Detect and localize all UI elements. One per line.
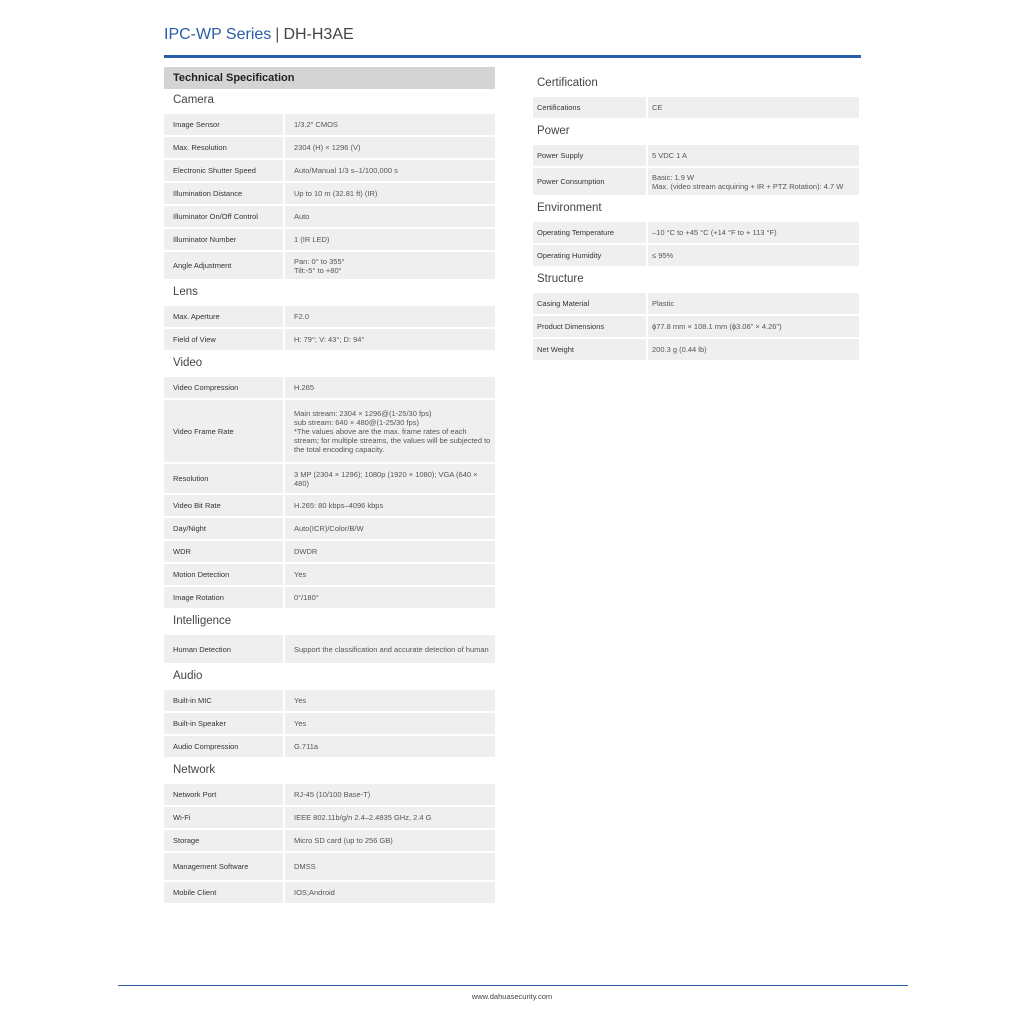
spec-label: Product Dimensions xyxy=(533,316,648,337)
spec-value: 0°/180° xyxy=(285,587,495,608)
spec-value: Basic: 1.9 W Max. (video stream acquiring + IR + PTZ Rotation): 4.7 W xyxy=(648,168,859,195)
spec-row xyxy=(164,400,495,462)
spec-row xyxy=(164,229,495,250)
spec-row xyxy=(533,222,859,243)
spec-value: Plastic xyxy=(648,293,859,314)
spec-label: Wi-Fi xyxy=(164,807,285,828)
spec-row xyxy=(164,306,495,327)
spec-row xyxy=(164,495,495,516)
spec-label: Storage xyxy=(164,830,285,851)
spec-label: Certifications xyxy=(533,97,648,118)
spec-row xyxy=(164,541,495,562)
spec-row xyxy=(164,807,495,828)
spec-value: IEEE 802.11b/g/n 2.4–2.4835 GHz, 2.4 G xyxy=(285,807,495,828)
spec-table-environment xyxy=(533,220,859,268)
spec-label: Power Consumption xyxy=(533,168,648,195)
section-title-structure: Structure xyxy=(537,273,584,285)
spec-table-network xyxy=(164,782,495,905)
footer-rule xyxy=(118,985,908,986)
section-title-lens: Lens xyxy=(173,286,198,298)
spec-value: RJ-45 (10/100 Base-T) xyxy=(285,784,495,805)
spec-label: Video Bit Rate xyxy=(164,495,285,516)
section-title-certification: Certification xyxy=(537,77,598,89)
spec-value: 1 (IR LED) xyxy=(285,229,495,250)
spec-row xyxy=(533,316,859,337)
spec-row xyxy=(164,252,495,279)
spec-value: 1/3.2" CMOS xyxy=(285,114,495,135)
spec-value: 200.3 g (0.44 lb) xyxy=(648,339,859,360)
spec-row xyxy=(164,736,495,757)
spec-value: F2.0 xyxy=(285,306,495,327)
header-rule xyxy=(164,55,861,58)
spec-label: Illuminator On/Off Control xyxy=(164,206,285,227)
spec-label: Built-in Speaker xyxy=(164,713,285,734)
spec-label: Net Weight xyxy=(533,339,648,360)
spec-row xyxy=(533,339,859,360)
section-title-intelligence: Intelligence xyxy=(173,615,232,627)
left-column xyxy=(164,67,495,905)
spec-label: Angle Adjustment xyxy=(164,252,285,279)
spec-table-certification xyxy=(533,95,859,120)
section-title-video: Video xyxy=(173,357,203,369)
spec-row xyxy=(164,635,495,663)
spec-banner: Technical Specification xyxy=(164,67,495,89)
spec-label: Day/Night xyxy=(164,518,285,539)
spec-row xyxy=(164,206,495,227)
spec-label: Video Compression xyxy=(164,377,285,398)
section-title-network: Network xyxy=(173,764,216,776)
spec-label: Motion Detection xyxy=(164,564,285,585)
spec-value: G.711a xyxy=(285,736,495,757)
spec-row xyxy=(164,183,495,204)
spec-value: ϕ77.8 mm × 108.1 mm (ϕ3.06" × 4.26") xyxy=(648,316,859,337)
spec-row xyxy=(164,137,495,158)
spec-value: CE xyxy=(648,97,859,118)
spec-row xyxy=(164,564,495,585)
spec-row xyxy=(164,784,495,805)
spec-label: Max. Resolution xyxy=(164,137,285,158)
spec-row xyxy=(533,293,859,314)
spec-table-structure xyxy=(533,291,859,362)
spec-value: H.265: 80 kbps–4096 kbps xyxy=(285,495,495,516)
spec-value: Yes xyxy=(285,713,495,734)
spec-label: Audio Compression xyxy=(164,736,285,757)
spec-row xyxy=(164,882,495,903)
spec-row xyxy=(164,329,495,350)
section-title-camera: Camera xyxy=(173,94,214,106)
spec-value: ≤ 95% xyxy=(648,245,859,266)
spec-row xyxy=(164,114,495,135)
spec-value: 5 VDC 1 A xyxy=(648,145,859,166)
spec-label: Image Rotation xyxy=(164,587,285,608)
spec-row xyxy=(164,713,495,734)
spec-label: Video Frame Rate xyxy=(164,400,285,462)
spec-value: Auto xyxy=(285,206,495,227)
spec-row xyxy=(164,587,495,608)
spec-label: Built-in MIC xyxy=(164,690,285,711)
spec-value: Micro SD card (up to 256 GB) xyxy=(285,830,495,851)
spec-label: Operating Temperature xyxy=(533,222,648,243)
header-separator: | xyxy=(275,26,280,43)
spec-label: Network Port xyxy=(164,784,285,805)
spec-value: IOS;Android xyxy=(285,882,495,903)
spec-row xyxy=(533,145,859,166)
spec-label: Illumination Distance xyxy=(164,183,285,204)
spec-label: Field of View xyxy=(164,329,285,350)
model-name: DH-H3AE xyxy=(283,26,354,43)
spec-row xyxy=(533,97,859,118)
spec-table-audio xyxy=(164,688,495,759)
spec-value: DMSS xyxy=(285,853,495,880)
spec-row xyxy=(164,160,495,181)
footer-url: www.dahuasecurity.com xyxy=(471,992,553,1001)
document-header xyxy=(164,26,354,44)
section-title-audio: Audio xyxy=(173,670,203,682)
spec-value: Auto/Manual 1/3 s–1/100,000 s xyxy=(285,160,495,181)
spec-value: Yes xyxy=(285,690,495,711)
spec-label: Operating Humidity xyxy=(533,245,648,266)
left-sections xyxy=(164,89,495,905)
right-column xyxy=(533,72,859,362)
spec-value: Pan: 0° to 355° Tilt:-5° to +80° xyxy=(285,252,495,279)
spec-label: Electronic Shutter Speed xyxy=(164,160,285,181)
spec-label: Max. Aperture xyxy=(164,306,285,327)
spec-row xyxy=(164,518,495,539)
right-sections xyxy=(533,72,859,362)
spec-label: Management Software xyxy=(164,853,285,880)
spec-value: Support the classification and accurate detection of human xyxy=(285,635,495,663)
spec-value: Auto(ICR)/Color/B/W xyxy=(285,518,495,539)
spec-table-intelligence xyxy=(164,633,495,665)
spec-row xyxy=(164,830,495,851)
spec-row xyxy=(533,245,859,266)
spec-value: 3 MP (2304 × 1296); 1080p (1920 × 1080); VGA (640 × 480) xyxy=(285,464,495,493)
spec-value: DWDR xyxy=(285,541,495,562)
spec-row xyxy=(164,377,495,398)
spec-row xyxy=(533,168,859,195)
spec-label: Casing Material xyxy=(533,293,648,314)
spec-table-camera xyxy=(164,112,495,281)
spec-value: Main stream: 2304 × 1296@(1-25/30 fps) sub stream: 640 × 480@(1-25/30 fps) *The values above are the max. frame rates of each stream; for multiple streams, the values will be subjected to the total encoding capacity. xyxy=(285,400,495,462)
spec-table-lens xyxy=(164,304,495,352)
spec-label: Resolution xyxy=(164,464,285,493)
series-name: IPC-WP Series xyxy=(164,26,272,43)
section-title-environment: Environment xyxy=(537,202,602,214)
spec-value: Up to 10 m (32.81 ft) (IR) xyxy=(285,183,495,204)
spec-row xyxy=(164,464,495,493)
spec-label: Image Sensor xyxy=(164,114,285,135)
spec-label: WDR xyxy=(164,541,285,562)
spec-label: Mobile Client xyxy=(164,882,285,903)
spec-value: –10 °C to +45 °C (+14 °F to + 113 °F) xyxy=(648,222,859,243)
spec-label: Human Detection xyxy=(164,635,285,663)
spec-row xyxy=(164,853,495,880)
section-title-power: Power xyxy=(537,125,570,137)
spec-value: H.265 xyxy=(285,377,495,398)
spec-table-power xyxy=(533,143,859,197)
spec-value: Yes xyxy=(285,564,495,585)
spec-row xyxy=(164,690,495,711)
spec-value: H: 79°; V: 43°; D: 94° xyxy=(285,329,495,350)
spec-label: Illuminator Number xyxy=(164,229,285,250)
spec-value: 2304 (H) × 1296 (V) xyxy=(285,137,495,158)
spec-label: Power Supply xyxy=(533,145,648,166)
spec-table-video xyxy=(164,375,495,610)
